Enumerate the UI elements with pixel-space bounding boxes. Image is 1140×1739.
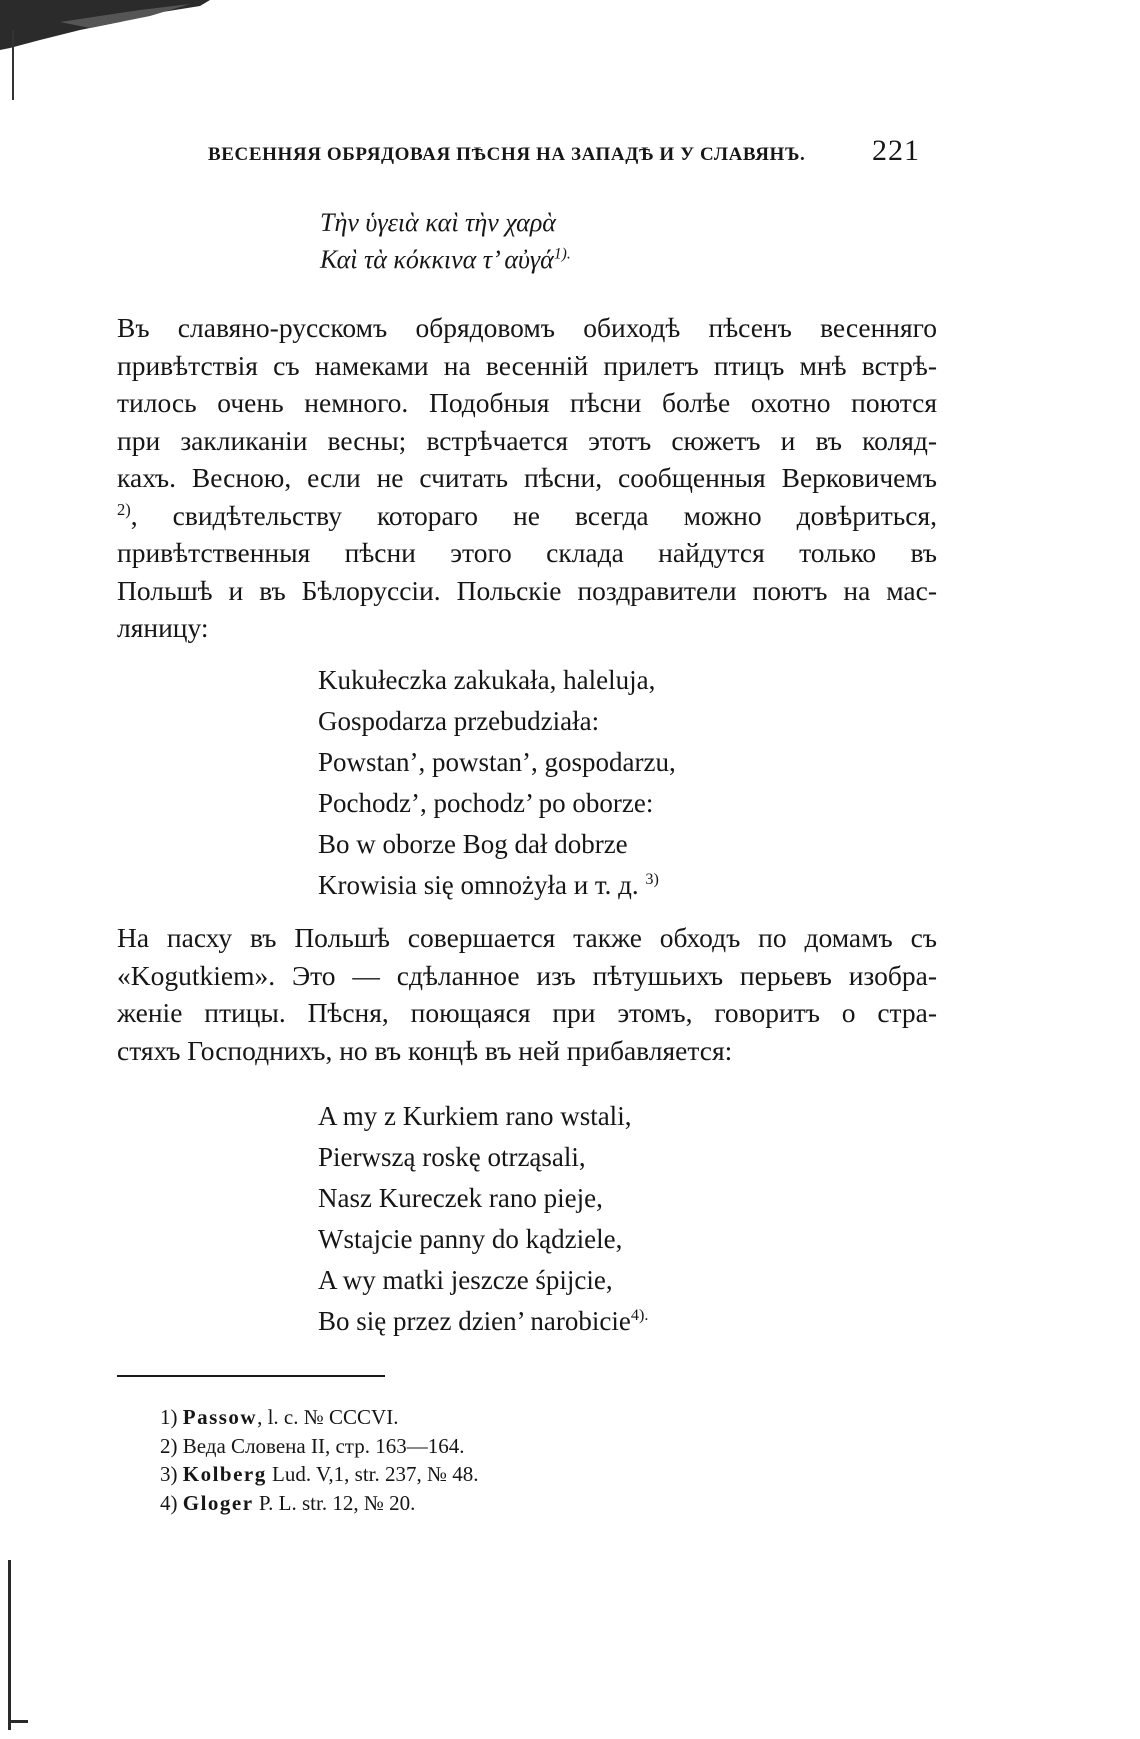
text-line: «Kogutkiem». Это — сдѣланное изъ пѣтушьихъ перьевъ изобра- bbox=[117, 959, 937, 991]
body-paragraph bbox=[117, 309, 937, 647]
polish-verse bbox=[318, 1096, 648, 1342]
footnote-divider bbox=[117, 1375, 385, 1377]
footnote-ref: 3) bbox=[645, 870, 659, 888]
text-line: стяхъ Господнихъ, но въ концѣ въ ней прибавляется: bbox=[117, 1034, 733, 1066]
greek-verse-line: Καὶ τὰ κόκκινα τ’ αὐγά$^{1).}$ bbox=[320, 245, 571, 274]
verse-line: Gospodarza przebudziała: bbox=[318, 706, 600, 736]
text-line: ляницу: bbox=[117, 612, 209, 643]
text-line: Въ славяно-русскомъ обрядовомъ обиходѣ пѣсенъ весенняго bbox=[117, 312, 937, 343]
verse-line: Nasz Kureczek rano pieje, bbox=[318, 1183, 603, 1213]
verse-line: Kukułeczka zakukała, haleluja, bbox=[318, 665, 656, 695]
running-head-title: ВЕСЕННЯЯ ОБРЯДОВАЯ ПѢСНЯ НА ЗАПАДѢ И У СЛАВЯНЪ. bbox=[208, 144, 806, 165]
text-line: тилось очень немного. Подобныя пѣсни болѣе охотно поются bbox=[117, 387, 937, 418]
text-line: кахъ. Весною, если не считать пѣсни, сообщенныя Верковичемъ bbox=[117, 462, 937, 493]
footnote: 1) Passow, l. c. № CCCVI. bbox=[160, 1405, 399, 1429]
running-head bbox=[208, 134, 920, 174]
body-paragraph bbox=[117, 919, 937, 1069]
text-line: привѣтственныя пѣсни этого склада найдутся только въ bbox=[117, 537, 937, 568]
text-line: На пасху въ Польшѣ совершается также обходъ по домамъ съ bbox=[117, 922, 937, 953]
scan-artifact bbox=[0, 0, 250, 60]
text-line bbox=[117, 497, 937, 535]
verse-line: A my z Kurkiem rano wstali, bbox=[318, 1101, 632, 1131]
verse-line: A wy matki jeszcze śpijcie, bbox=[318, 1265, 613, 1295]
verse-line: Pochodz’, pochodz’ po oborze: bbox=[318, 788, 654, 818]
verse-line: Bo się przez dzien’ narobicie$^{4).}$ bbox=[318, 1306, 649, 1336]
text-line: женіе птицы. Пѣсня, поющаяся при этомъ, говоритъ о стра- bbox=[117, 997, 937, 1028]
text-line-rest: , свидѣтельству котораго не всегда можно довѣриться, bbox=[130, 499, 937, 531]
footnote: 3) Kolberg Lud. V,1, str. 237, № 48. bbox=[160, 1462, 479, 1486]
text-line: привѣтствія съ намеками на весенній прилетъ птицъ мнѣ встрѣ- bbox=[117, 349, 937, 381]
footnote-ref: 2) bbox=[117, 499, 131, 519]
verse-line: Bo w oborze Bog dał dobrze bbox=[318, 829, 628, 859]
verse-line: Wstajcie panny do kądziele, bbox=[318, 1224, 623, 1254]
polish-verse bbox=[318, 660, 676, 906]
scan-edge-mark bbox=[8, 1720, 28, 1723]
greek-verse bbox=[320, 204, 571, 278]
greek-verse-line: Τὴν ὑγειὰ καὶ τὴν χαρὰ bbox=[320, 208, 556, 237]
page-number: 221 bbox=[872, 134, 920, 167]
scan-edge-mark bbox=[8, 1560, 11, 1730]
verse-line: Pierwszą roskę otrząsali, bbox=[318, 1142, 586, 1172]
verse-line: Powstan’, powstan’, gospodarzu, bbox=[318, 747, 676, 777]
scan-edge-mark bbox=[12, 30, 14, 100]
footnote-ref: 4). bbox=[630, 1306, 649, 1324]
text-line: Польшѣ и въ Бѣлоруссіи. Польскіе поздравители поютъ на мас- bbox=[117, 574, 937, 606]
footnote: 2) Веда Словена II, стр. 163—164. bbox=[160, 1433, 465, 1458]
text-line: при закликаніи весны; встрѣчается этотъ сюжетъ и въ коляд- bbox=[117, 424, 937, 456]
footnote: 4) Gloger P. L. str. 12, № 20. bbox=[160, 1490, 416, 1515]
footnote-ref: 1). bbox=[553, 245, 571, 263]
footnotes bbox=[160, 1403, 479, 1517]
verse-line: Krowisia się omnożyła и т. д. $^{3)}$ bbox=[318, 870, 659, 900]
